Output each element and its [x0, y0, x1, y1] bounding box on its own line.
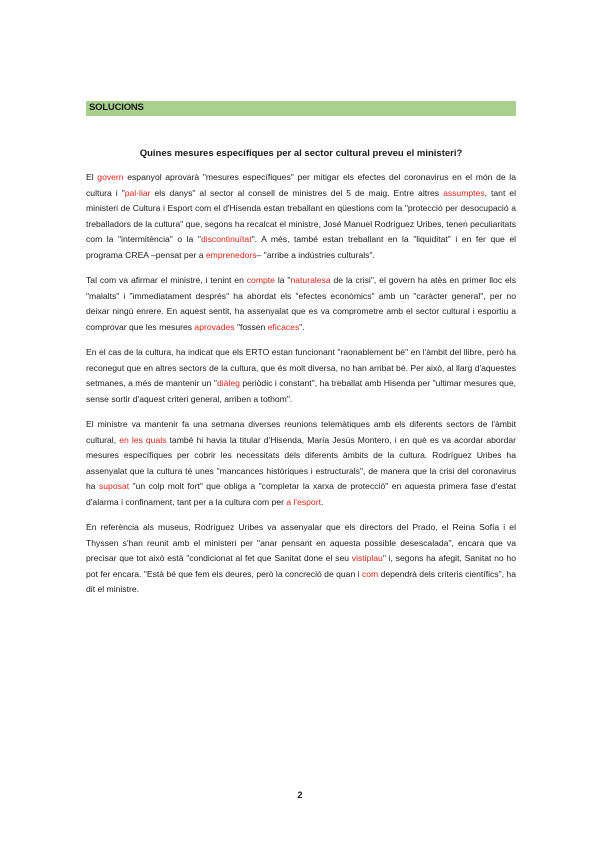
question-title: Quines mesures específiques per al sector cultural preveu el ministeri? [139, 148, 463, 159]
section-heading: SOLUCIONS [89, 102, 144, 113]
paragraph [86, 345, 516, 407]
highlighted-word: compte [246, 275, 275, 285]
paragraph [86, 170, 516, 263]
paragraph-text: els danys" al sector al consell de ministres del 5 de maig. Entre altres [150, 187, 444, 198]
paragraph [86, 520, 516, 598]
highlighted-word: eficaces [267, 321, 300, 332]
highlighted-word: pal·liar [124, 187, 151, 198]
article-body [86, 170, 516, 608]
paragraph-text: " i, segons ha afegit, Sanitat no ho pot fer encara. "Està bé que fem els deures, però la concreció de quan i [86, 553, 516, 579]
paragraph [86, 273, 516, 335]
highlighted-word: suposat [98, 481, 130, 491]
paragraph-text: – "arribe a indústries culturals". [256, 249, 375, 260]
paragraph-text: En referència als museus, Rodríguez Uribes va assenyalar que els directors del Prado, el Reina Sofía i el Thyssen s'han reunit amb el ministeri per "anar pensant en aquesta possible desescalada", encara que va precisar que tot això està "condicionat al fet que Sanitat done el seu [86, 522, 516, 563]
paragraph-text: ". [299, 321, 305, 332]
paragraph-text: , tant el ministeri de Cultura i Esport com el d'Hisenda estan treballant en qüestions com la "protecció per desocupació a treballadors de la cultura" que, segons ha recalcat el ministre, José Manuel Rodríguez Uribes, tenen peculiaritats com la "intermitència" o la " [86, 187, 516, 244]
highlighted-word: govern [97, 172, 124, 182]
paragraph-text: "fossen [234, 321, 268, 332]
highlighted-word: emprenedors [205, 249, 257, 260]
highlighted-word: aprovades [194, 321, 235, 332]
paragraph-text: espanyol aprovarà "mesures específiques" per mitigar els efectes del coronavirus en el món de la cultura i " [86, 172, 516, 198]
highlighted-word: en les quals [119, 434, 167, 445]
paragraph-text: la " [274, 275, 291, 285]
paragraph-text: . [320, 496, 324, 507]
section-heading-bar [86, 101, 516, 116]
highlighted-word: discontinuïtat [200, 234, 252, 244]
highlighted-word: diàleg [216, 378, 240, 388]
highlighted-word: com [361, 568, 379, 579]
paragraph-text: El [86, 172, 98, 182]
paragraph-text: En el cas de la cultura, ha indicat que els ERTO estan funcionant "raonablement bé" en l'àmbit del llibre, però ha reconegut que en altres sectors de la cultura, que és molt diversa, no han arribat bé. Per això, al llarg d'aquestes setmanes, a més de mantenir un " [86, 347, 516, 388]
paragraph-text: El ministre va mantenir fa una setmana diverses reunions telemàtiques amb els diferents sectors de l'àmbit cultural, [86, 419, 516, 445]
paragraph-text: Tal com va afirmar el ministre, i tenint en [86, 275, 247, 285]
highlighted-word: vistiplau [351, 553, 383, 563]
paragraph-text: periòdic i constant", ha treballat amb Hisenda per "ultimar mesures que, sense sortir d'aquest criteri general, arriben a tothom". [86, 378, 516, 404]
paragraph [86, 417, 516, 510]
paragraph-text: de la crisi", el govern ha atès en primer lloc els "malalts" i "immediatament després" ha abordat els "efectes econòmics" amb un "caràcter general", per no deixar ningú enrere. En aquest sentit, ha assenyalat que es va comprometre amb el sector cultural i esportiu a comprovar que les mesures [86, 275, 516, 332]
highlighted-word: naturalesa [290, 275, 331, 285]
paragraph-text: ". A més, també estan treballant en la "liquiditat" i en fer que el programa CREA –pensat per a [86, 234, 517, 260]
page-number: 2 [297, 790, 303, 800]
highlighted-word: a l'esport [286, 496, 321, 507]
paragraph-text: "un colp molt fort" que obliga a "completar la xarxa de protecció" en aquesta primera fase d'estat d'alarma i confinament, tant per a la cultura com per [86, 481, 516, 507]
paragraph-text: dependrà dels criteris científics", ha dit el ministre. [86, 568, 516, 594]
paragraph-text: també hi havia la titular d'Hisenda, María Jesús Montero, i en què es va acordar abordar mesures específiques per cobrir les necessitats dels diferents àmbits de la cultura. Rodríguez Uribes ha assenyalat que la cultura té unes "mancances històriques i estructurals", de manera que la crisi del coronavirus ha [86, 434, 516, 491]
highlighted-word: assumptes [443, 187, 485, 198]
